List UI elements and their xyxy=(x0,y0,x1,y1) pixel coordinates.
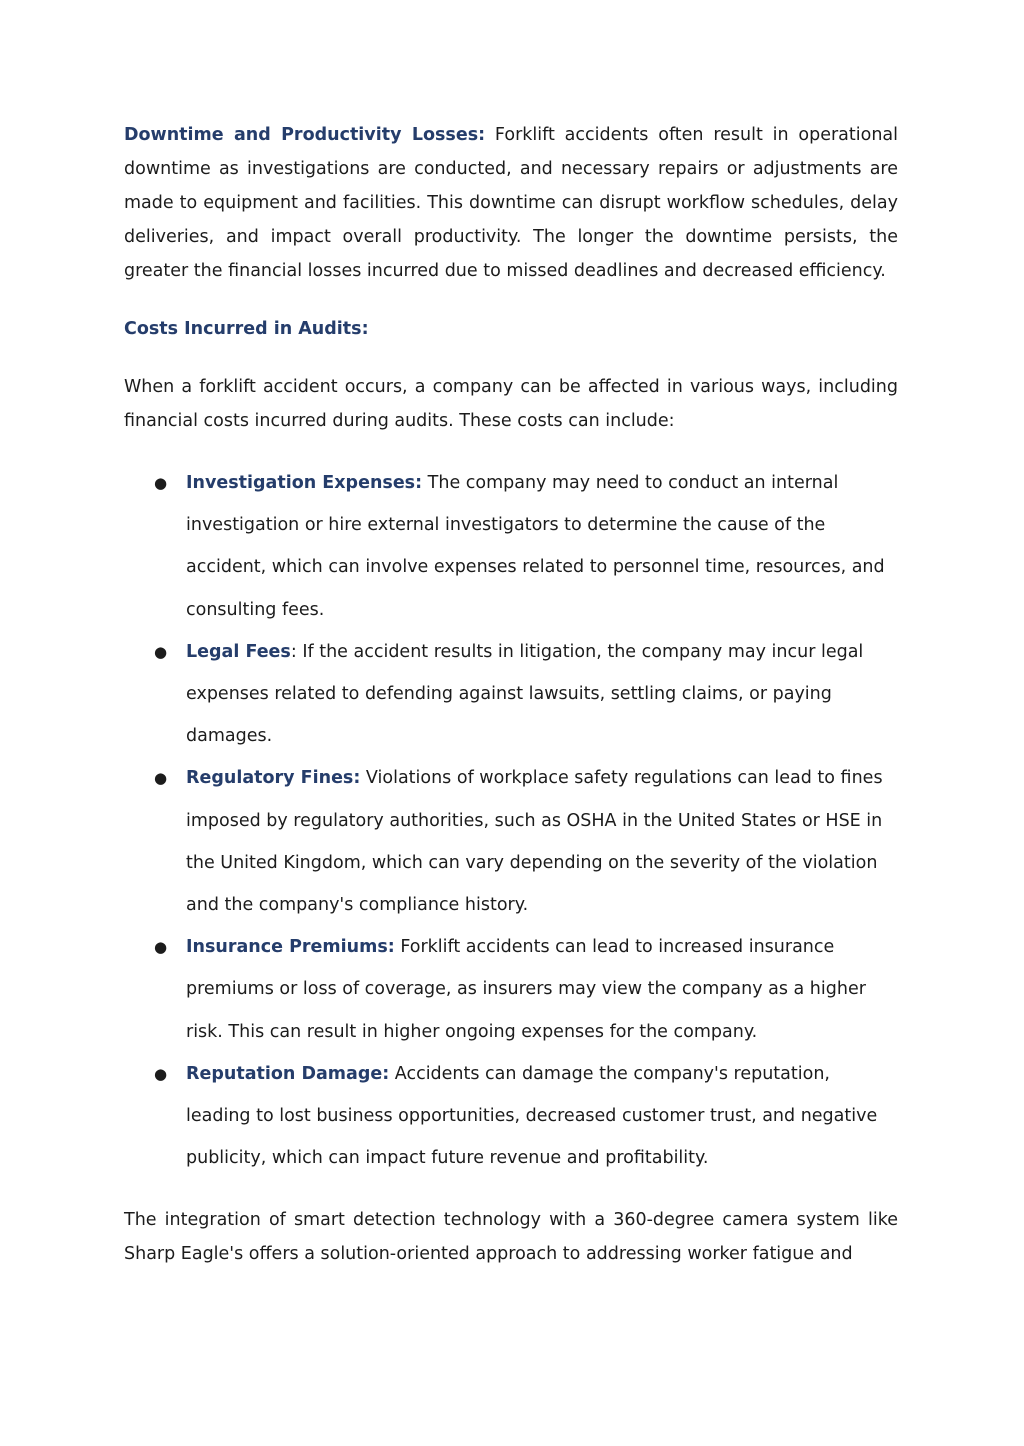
list-item-label: Investigation Expenses: xyxy=(186,473,423,493)
list-item-investigation xyxy=(124,462,898,631)
bullet-icon: ● xyxy=(154,1064,168,1083)
list-item-label: Reputation Damage: xyxy=(186,1063,390,1084)
list-item-text: The company may need to conduct an internal investigation or hire external investigators to determine the cause of the accident, which can involve expenses related to personnel time, resources, and consulting fees. xyxy=(186,473,885,620)
list-item-regulatory-fines xyxy=(124,757,898,926)
list-item-insurance-premiums xyxy=(124,926,898,1053)
downtime-label: Downtime and Productivity Losses: xyxy=(124,125,486,145)
bullet-icon: ● xyxy=(154,474,168,492)
bullet-icon: ● xyxy=(154,938,168,957)
bullet-icon: ● xyxy=(154,769,168,788)
document-page xyxy=(124,118,898,1271)
audit-costs-list xyxy=(124,462,898,1179)
list-item-label: Insurance Premiums: xyxy=(186,937,395,958)
list-item-text: Forklift accidents can lead to increased insurance premiums or loss of coverage, as insurers may view the company as a higher risk. This can result in higher ongoing expenses for the company. xyxy=(186,937,866,1042)
list-item-text: : If the accident results in litigation, the company may incur legal expenses related to defending against lawsuits, settling claims, or paying damages. xyxy=(186,641,864,747)
list-item-text: Violations of workplace safety regulations can lead to fines imposed by regulatory authorities, such as OSHA in the United States or HSE in the United Kingdom, which can vary depending on the severity of the violation and the company's compliance history. xyxy=(186,768,883,916)
list-item-label: Legal Fees xyxy=(186,641,291,662)
list-item-reputation-damage xyxy=(124,1053,898,1180)
list-item-text: Accidents can damage the company's reputation, leading to lost business opportunities, decreased customer trust, and negative publicity, which can impact future revenue and profitability. xyxy=(186,1063,878,1169)
list-item-label: Regulatory Fines: xyxy=(186,768,361,789)
downtime-paragraph xyxy=(124,118,898,288)
downtime-text: Forklift accidents often result in operational downtime as investigations are conducted, and necessary repairs or adjustments are made to equipment and facilities. This downtime can disrupt workflow schedules, delay deliveries, and impact overall productivity. The longer the downtime persists, the greater the financial losses incurred due to missed deadlines and decreased efficiency. xyxy=(124,125,899,281)
closing-paragraph: The integration of smart detection technology with a 360-degree camera system like Sharp Eagle's offers a solution-oriented approach to addressing worker fatigue and xyxy=(124,1210,898,1265)
audits-intro-paragraph: When a forklift accident occurs, a company can be affected in various ways, including financial costs incurred during audits. These costs can include: xyxy=(124,377,898,431)
list-item-legal-fees xyxy=(124,631,898,758)
bullet-icon: ● xyxy=(154,642,168,661)
audits-heading: Costs Incurred in Audits: xyxy=(124,319,369,339)
